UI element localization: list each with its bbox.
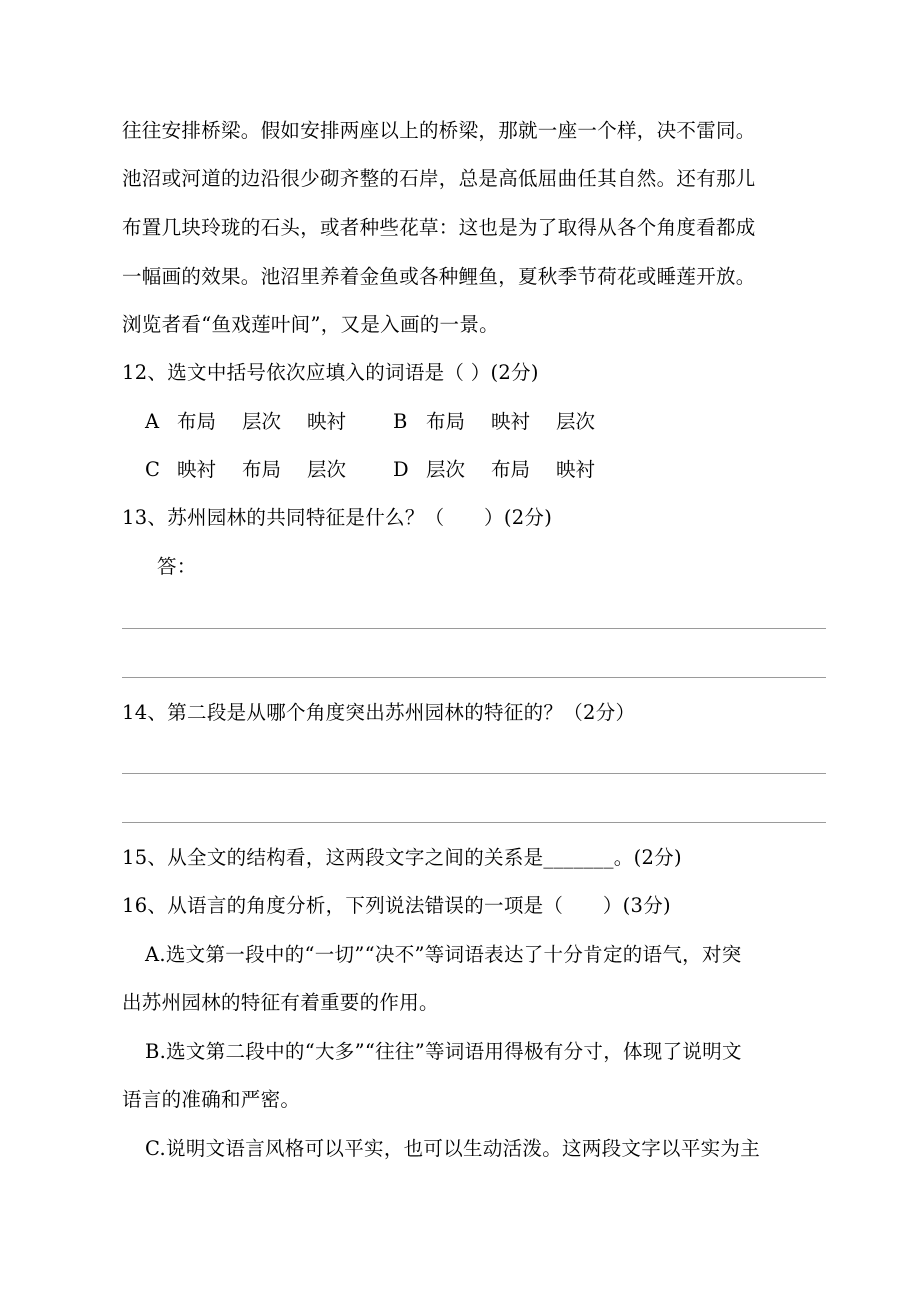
passage-line-4: 一幅画的效果。池沼里养着金鱼或各种鲤鱼，夏秋季节荷花或睡莲开放。 [122,265,756,288]
question-12-stem: 12、选文中括号依次应填入的词语是（ ）(2分) [122,361,539,384]
answer-line[interactable] [122,773,826,774]
option-word-1: 层次 [426,458,466,481]
passage-line-3: 布置几块玲珑的石头，或者种些花草：这也是为了取得从各个角度看都成 [122,216,756,239]
answer-line[interactable] [122,677,826,678]
option-word-1: 布局 [177,410,217,433]
option-letter: A [145,410,160,433]
question-16-stem: 16、从语言的角度分析，下列说法错误的一项是（ ）(3分) [122,894,671,917]
option-word-2: 布局 [242,458,282,481]
question-13-answer-label: 答： [157,555,197,578]
question-13-stem: 13、苏州园林的共同特征是什么？（ ）(2分) [122,506,553,529]
option-word-2: 层次 [242,410,282,433]
option-word-3: 映衬 [556,458,596,481]
question-16-option-c-line-1: C.说明文语言风格可以平实，也可以生动活泼。这两段文字以平实为主 [145,1137,761,1160]
option-word-3: 映衬 [307,410,347,433]
option-letter: D [393,458,409,481]
question-16-option-b-line-1: B.选文第二段中的“大多”“往往”等词语用得极有分寸，体现了说明文 [145,1040,742,1063]
question-14-stem: 14、第二段是从哪个角度突出苏州园林的特征的？（2分） [122,701,636,724]
option-word-1: 映衬 [177,458,217,481]
option-word-2: 布局 [491,458,531,481]
question-16-option-a-line-2: 出苏州园林的特征有着重要的作用。 [122,991,439,1014]
question-15-stem: 15、从全文的结构看，这两段文字之间的关系是_______。(2分) [122,846,682,869]
option-letter: C [145,458,160,481]
answer-line[interactable] [122,822,826,823]
passage-line-2: 池沼或河道的边沿很少砌齐整的石岸，总是高低屈曲任其自然。还有那儿 [122,167,756,190]
question-16-option-a-line-1: A.选文第一段中的“一切”“决不”等词语表达了十分肯定的语气，对突 [145,943,742,966]
passage-line-1: 往往安排桥梁。假如安排两座以上的桥梁，那就一座一个样，决不雷同。 [122,119,756,142]
passage-line-5: 浏览者看“鱼戏莲叶间”，又是入画的一景。 [122,313,499,336]
answer-line[interactable] [122,628,826,629]
option-word-2: 映衬 [491,410,531,433]
option-word-3: 层次 [556,410,596,433]
option-letter: B [393,410,408,433]
option-word-3: 层次 [307,458,347,481]
question-16-option-b-line-2: 语言的准确和严密。 [122,1088,301,1111]
option-word-1: 布局 [426,410,466,433]
